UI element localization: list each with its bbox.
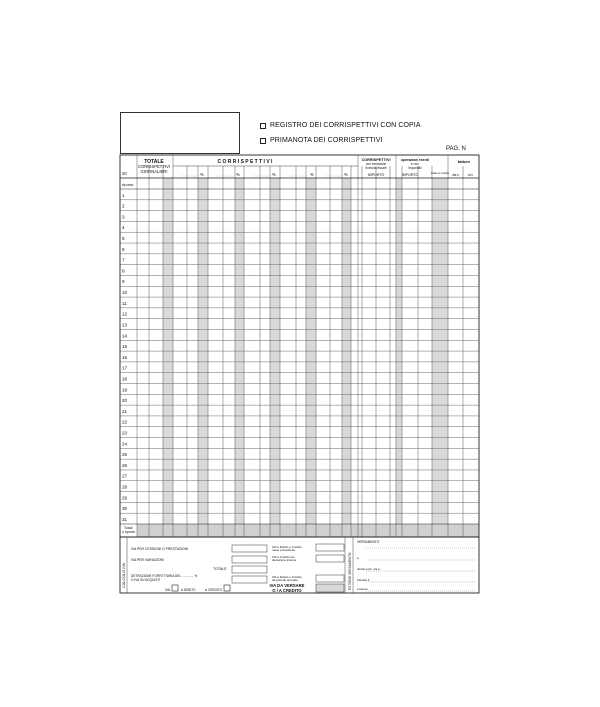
amount-box-versare[interactable]	[316, 584, 344, 592]
day-label: 12	[122, 311, 128, 317]
iva-credito-final-label: O / A CREDITO	[272, 588, 302, 593]
iva-debito-sub: mese precedente	[272, 548, 296, 552]
estremi-side-label: ESTREMI VERSAMENTO	[348, 552, 352, 590]
op-esenti-sub1: e non	[411, 162, 419, 166]
corrispettivi-heading: C O R R I S P E T T I V I	[217, 159, 273, 165]
day-label: 16	[122, 354, 128, 360]
totale-sub2: GIORNALIERI	[140, 169, 168, 174]
totals-label-1: Totali	[124, 526, 133, 530]
day-label: 23	[122, 430, 128, 436]
day-label: 15	[122, 344, 128, 350]
shaded-column-7	[396, 178, 402, 537]
a-credito-checkbox[interactable]	[224, 585, 230, 591]
day-labels	[122, 193, 128, 522]
totale-heading: TOTALE	[144, 159, 164, 165]
shaded-column-2	[198, 178, 208, 537]
day-label: 22	[122, 419, 128, 425]
day-label: 10	[122, 290, 128, 296]
a-debito-checkbox[interactable]	[172, 585, 178, 591]
totals-label-2: o riporto	[122, 530, 136, 534]
day-label: 11	[122, 300, 127, 306]
fatture-heading: fatture	[457, 159, 471, 164]
versamento-line-c: Versato il	[357, 578, 370, 582]
percent-label: %	[272, 172, 276, 177]
op-esenti-title: operazioni esenti	[401, 158, 429, 162]
shaded-column-4	[270, 178, 280, 537]
day-label: 21	[122, 408, 128, 414]
percent-label: %	[344, 172, 348, 177]
day-label: 6	[122, 246, 125, 252]
table-frame	[120, 155, 479, 537]
option-registro-label: REGISTRO DEI CORRISPETTIVI CON COPIA	[270, 122, 421, 129]
year-label: 20	[122, 171, 127, 176]
shaded-column-8	[432, 178, 448, 537]
corr-ricevuta-title: CORRISPETTIVI	[361, 158, 391, 162]
calcolo-iva-side-label: CALCOLO IVA	[122, 562, 126, 588]
day-label: 1	[122, 192, 125, 198]
left-amount-boxes	[232, 545, 267, 583]
day-label: 3	[122, 214, 125, 220]
day-label: 5	[122, 236, 125, 242]
iva-debito2-sub: da periodo annuale	[272, 578, 298, 582]
iva-credito-label: IVA a Credito per	[272, 555, 295, 559]
amount-box-left-4[interactable]	[232, 576, 267, 583]
day-label: 26	[122, 462, 128, 468]
a-credito-label: A CREDITO	[205, 588, 223, 592]
iva-credito-sub: detrazione interna	[272, 558, 297, 562]
amount-box-left-3[interactable]	[232, 566, 267, 573]
iva-debito-label: IVA a Debito o Credito	[272, 545, 302, 549]
shaded-column-6	[342, 178, 351, 537]
corr-ricevuta-sub2: ricevuta fiscale	[365, 166, 387, 170]
shaded-column-5	[306, 178, 316, 537]
dal-n-label: dal n.	[452, 173, 460, 177]
right-amount-boxes	[316, 544, 344, 592]
day-label: 7	[122, 257, 125, 263]
grid-row-lines	[120, 200, 479, 513]
day-label: 30	[122, 506, 128, 512]
iva-debito2-label: IVA a Debito o Credito	[272, 575, 302, 579]
op-esenti-sub2: imponibili	[408, 166, 422, 170]
iva-label: IVA	[165, 588, 171, 592]
versamento-lines	[366, 548, 476, 591]
day-label: 18	[122, 376, 128, 382]
day-label: 20	[122, 398, 128, 404]
day-label: 4	[122, 225, 125, 231]
day-label: 14	[122, 333, 128, 339]
percent-label: %	[310, 172, 314, 177]
day-label: 28	[122, 484, 128, 490]
amount-box-right-3[interactable]	[316, 575, 344, 582]
versamento-line-d: a favore	[357, 587, 368, 591]
shaded-columns	[137, 178, 479, 537]
versamento-line-b: direttu prof. n/a a	[357, 567, 380, 571]
importo-label-1: IMPORTO	[367, 173, 385, 177]
totals-row-shade	[137, 524, 479, 537]
totale-footer-label: TOTALE	[213, 567, 227, 571]
detrazione-label-2: O IVA SU ACQUISTI	[131, 578, 161, 582]
amount-box-right-2[interactable]	[316, 555, 344, 562]
shaded-column-3	[235, 178, 244, 537]
day-label: 13	[122, 322, 128, 328]
day-label: 2	[122, 203, 125, 209]
totale-sub1: CORRISPETTIVI	[137, 164, 171, 169]
day-label: 17	[122, 365, 128, 371]
page-number-label: PAG. N	[446, 146, 466, 152]
totale-credito-label: totale a credito	[430, 171, 450, 175]
percent-labels	[180, 172, 348, 177]
versamento-label: VERSAMENTO	[357, 540, 380, 544]
iva-versare-label: IVA DA VERSARE	[269, 583, 305, 588]
detrazione-label-1: DETRAZIONE FORFETTARIA DEL ............. %	[131, 574, 198, 578]
day-label: 31	[122, 516, 128, 522]
versamento-line-a: a	[357, 556, 359, 560]
day-label: 9	[122, 279, 125, 285]
shaded-column-1	[163, 178, 173, 537]
al-n-label: al n.	[467, 173, 475, 177]
day-label: 8	[122, 268, 125, 274]
riporto-label: riporto	[122, 182, 134, 187]
importo-label-2: IMPORTO	[401, 173, 419, 177]
day-label: 19	[122, 387, 128, 393]
amount-box-left-2[interactable]	[232, 556, 267, 563]
option-primanota-label: PRIMANOTA DEI CORRISPETTIVI	[270, 137, 383, 144]
day-label: 24	[122, 441, 128, 447]
a-debito-label: A DEBITO	[181, 588, 196, 592]
iva-variazioni-label: IVA PER VARIAZIONI	[131, 558, 164, 562]
day-label: 27	[122, 473, 128, 479]
amount-box-left-1[interactable]	[232, 545, 267, 552]
percent-label: %	[200, 172, 204, 177]
day-label: 29	[122, 495, 128, 501]
corr-ricevuta-sub1: con emissione	[365, 162, 387, 166]
iva-cessioni-label: IVA PER CESSIONI O PRESTAZIONI	[131, 547, 188, 551]
day-label: 25	[122, 452, 128, 458]
amount-box-right-1[interactable]	[316, 544, 344, 551]
grid-vertical-lines	[137, 155, 463, 537]
percent-label: %	[236, 172, 240, 177]
